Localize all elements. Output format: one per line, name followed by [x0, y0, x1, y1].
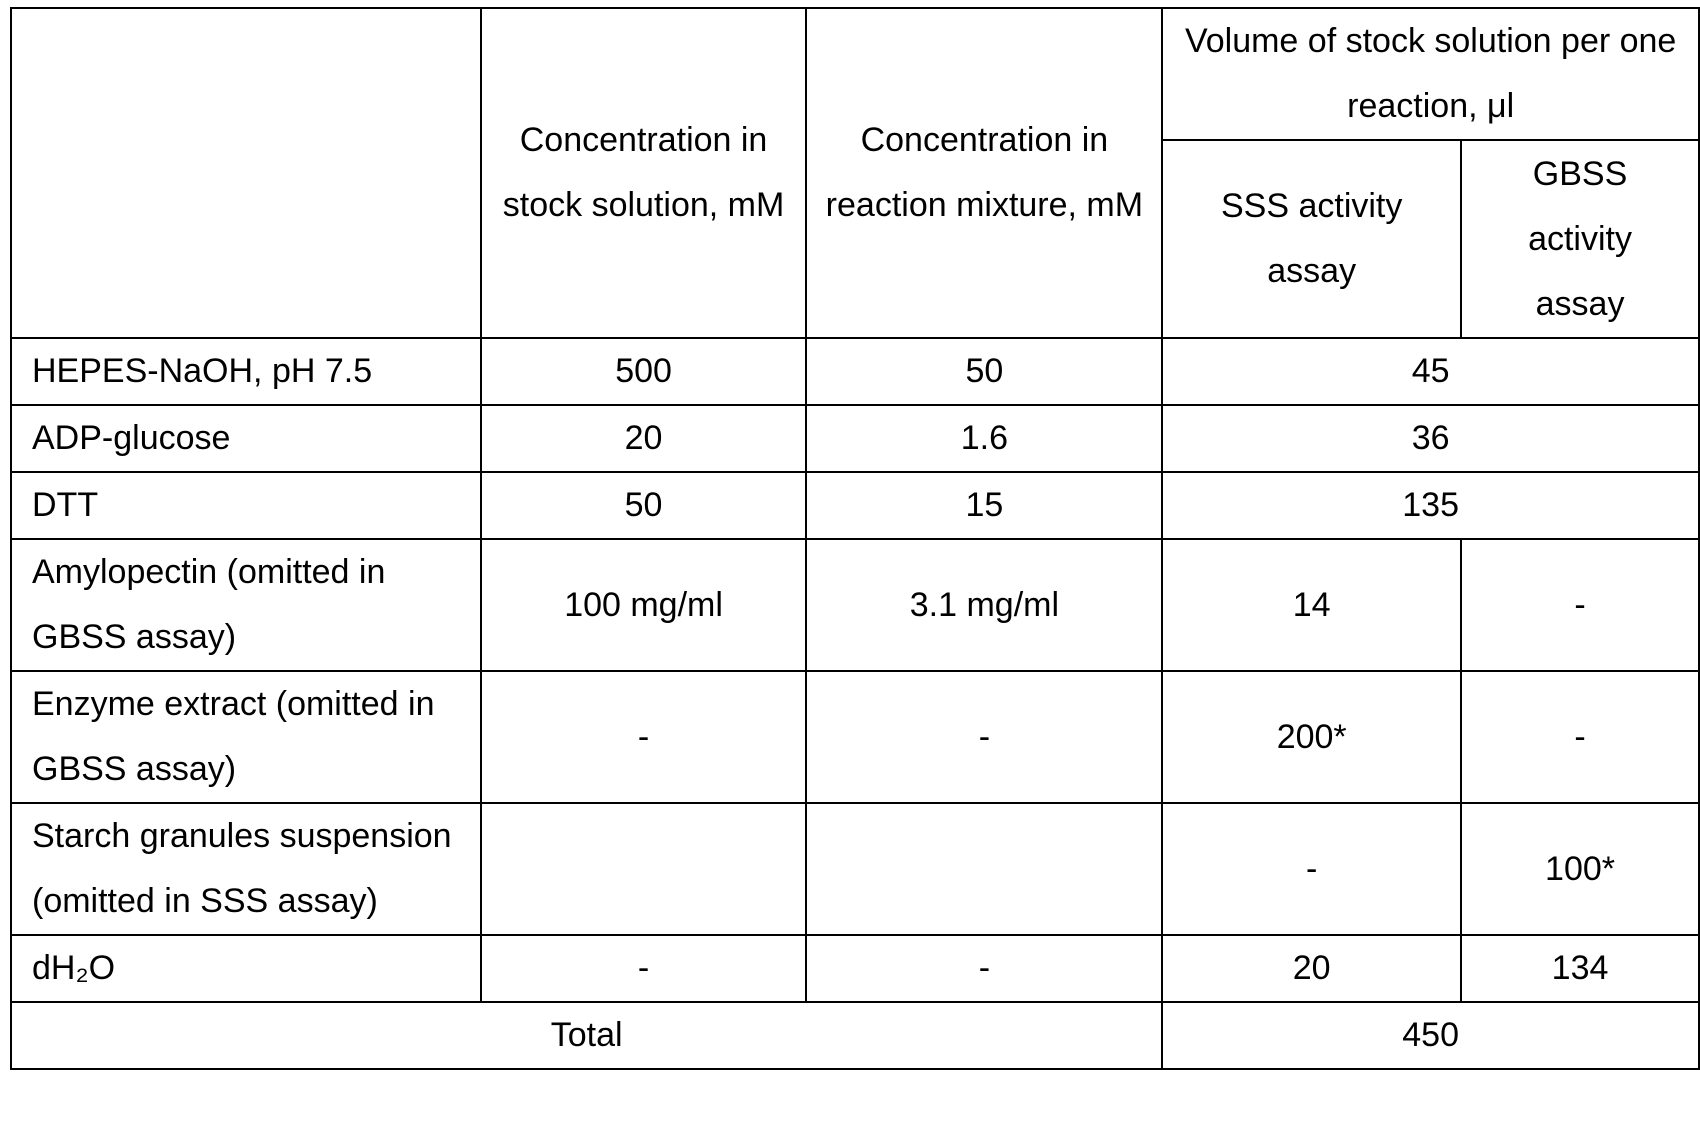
total-value: 450 [1162, 1002, 1699, 1069]
sss-volume: - [1162, 803, 1461, 935]
table-row [11, 338, 1699, 405]
gbss-volume: - [1461, 671, 1699, 803]
header-volume: Volume of stock solution per one reaction, μl [1162, 8, 1699, 140]
table-row [11, 935, 1699, 1002]
header-stock-conc: Concentration in stock solution, mM [481, 8, 807, 338]
row-label: Amylopectin (omitted in GBSS assay) [11, 539, 481, 671]
gbss-volume: 100* [1461, 803, 1699, 935]
table-row [11, 803, 1699, 935]
sss-volume: 20 [1162, 935, 1461, 1002]
row-label: ADP-glucose [11, 405, 481, 472]
table-row [11, 405, 1699, 472]
mix-value: - [806, 935, 1162, 1002]
sss-volume: 200* [1162, 671, 1461, 803]
table-row [11, 472, 1699, 539]
corner-cell [11, 8, 481, 338]
stock-value: 50 [481, 472, 807, 539]
total-row [11, 1002, 1699, 1069]
row-label: HEPES-NaOH, pH 7.5 [11, 338, 481, 405]
reaction-table [10, 7, 1700, 1070]
stock-value [481, 803, 807, 935]
gbss-volume: - [1461, 539, 1699, 671]
row-label: Enzyme extract (omitted in GBSS assay) [11, 671, 481, 803]
table-row [11, 671, 1699, 803]
header-gbss: GBSS activity assay [1461, 140, 1699, 338]
row-label: Starch granules suspension (omitted in SSS assay) [11, 803, 481, 935]
total-label: Total [11, 1002, 1162, 1069]
stock-value: - [481, 935, 807, 1002]
stock-value: 500 [481, 338, 807, 405]
mix-value [806, 803, 1162, 935]
stock-value: 20 [481, 405, 807, 472]
gbss-volume: 134 [1461, 935, 1699, 1002]
volume-value: 36 [1162, 405, 1699, 472]
header-mix-conc: Concentration in reaction mixture, mM [806, 8, 1162, 338]
header-sss: SSS activity assay [1162, 140, 1461, 338]
mix-value: 3.1 mg/ml [806, 539, 1162, 671]
volume-value: 135 [1162, 472, 1699, 539]
table-row [11, 539, 1699, 671]
mix-value: - [806, 671, 1162, 803]
row-label: DTT [11, 472, 481, 539]
mix-value: 15 [806, 472, 1162, 539]
stock-value: 100 mg/ml [481, 539, 807, 671]
row-label: dH₂O [11, 935, 481, 1002]
mix-value: 1.6 [806, 405, 1162, 472]
stock-value: - [481, 671, 807, 803]
sss-volume: 14 [1162, 539, 1461, 671]
volume-value: 45 [1162, 338, 1699, 405]
mix-value: 50 [806, 338, 1162, 405]
